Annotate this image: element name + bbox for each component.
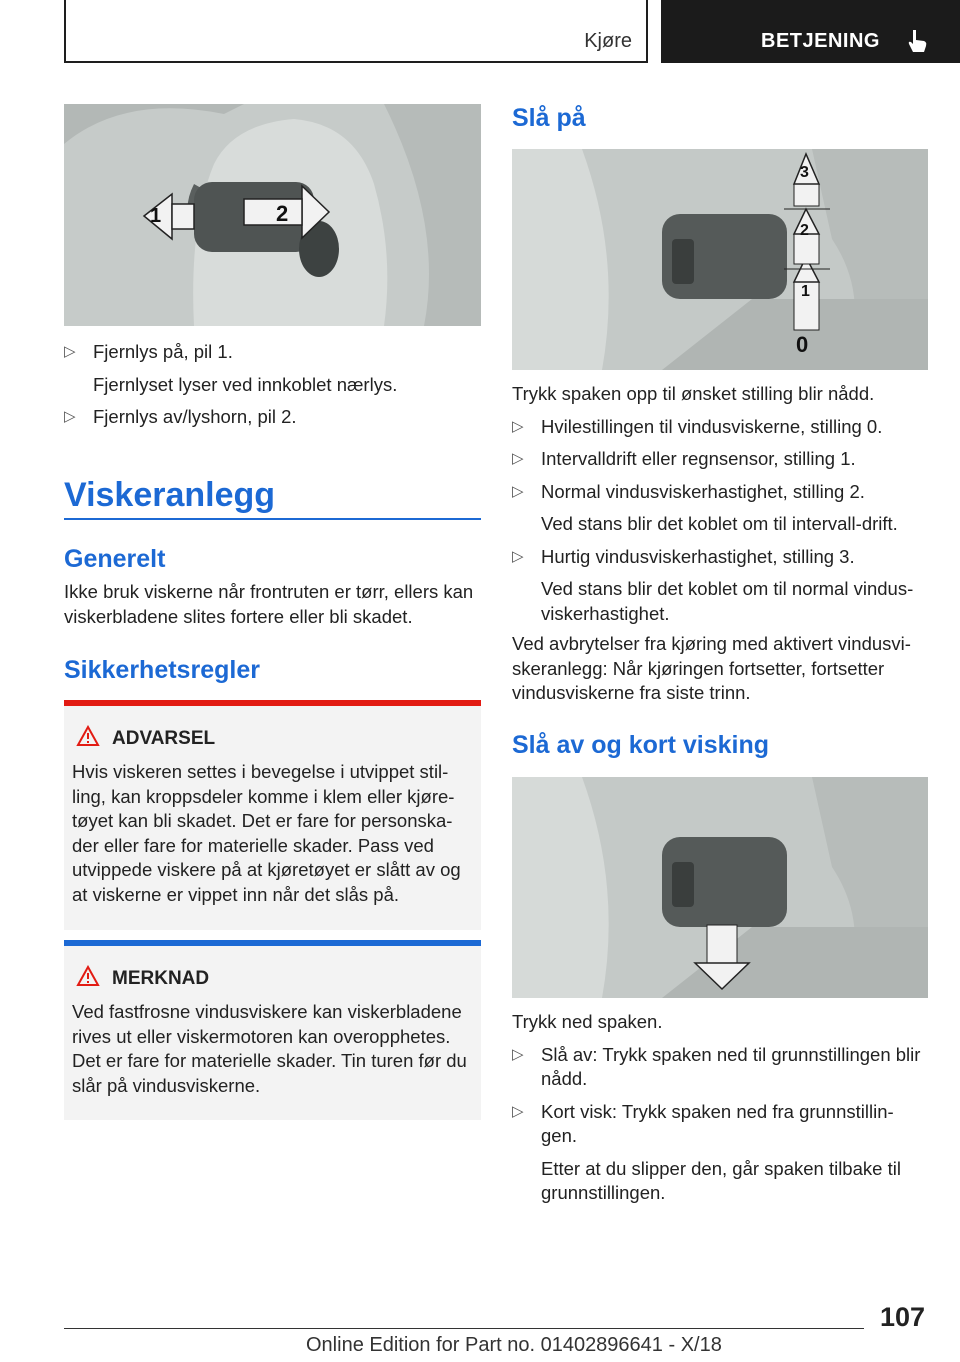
- figure-wiper-down: [512, 777, 928, 998]
- heading-sla-av: Slå av og kort visking: [512, 731, 770, 759]
- sla-pa-outro: Ved avbrytelser fra kjøring med aktivert vindusvi-skeranlegg: Når kjøringen fortsetter, fortsetter vindusviskerne fra siste trinn.: [512, 633, 911, 703]
- fig2-label-3: 3: [800, 164, 809, 181]
- list-item: ▷ Hvilestillingen til vindusviskerne, stilling 0.: [512, 415, 928, 440]
- list-item-sub: Ved stans blir det koblet om til intervall-drift.: [541, 513, 898, 534]
- list-item-sub: Etter at du slipper den, går spaken tilbake til grunnstillingen.: [541, 1157, 901, 1203]
- list-item: ▷ Fjernlys på, pil 1.: [64, 340, 481, 365]
- bullet-triangle-icon: ▷: [512, 1045, 524, 1063]
- note-box: [64, 940, 481, 1120]
- list-item-sub: Fjernlyset lyser ved innkoblet nærlys.: [93, 373, 398, 395]
- heading-sikkerhetsregler: Sikkerhetsregler: [64, 656, 260, 684]
- header-chapter-box: [64, 0, 648, 63]
- footer-rule: [64, 1328, 864, 1329]
- fig1-label-1: 1: [150, 205, 162, 227]
- bullet-triangle-icon: ▷: [512, 450, 524, 467]
- warning-triangle-icon: [76, 725, 100, 747]
- pointing-hand-icon: [904, 28, 930, 54]
- section-rule: [64, 518, 481, 520]
- sla-av-section: [512, 1010, 928, 1206]
- note-text: Ved fastfrosne vindusviskere kan viskerbladene rives ut eller viskermotoren kan overopphetes. Det er fare for materielle skader. Tin turen før du slår på vindusviskerne.: [72, 1001, 467, 1096]
- heading-sla-pa: Slå på: [512, 104, 586, 132]
- sla-av-intro: Trykk ned spaken.: [512, 1011, 663, 1032]
- warning-box: [64, 700, 481, 930]
- list-item: ▷ Kort visk: Trykk spaken ned fra grunnstillin-gen.: [512, 1100, 894, 1146]
- bullet-triangle-icon: ▷: [512, 417, 524, 435]
- section-title: Viskeranlegg: [64, 476, 276, 514]
- figure-wiper-positions: [512, 149, 928, 370]
- header-chapter: Kjøre: [584, 30, 632, 52]
- bullet-triangle-icon: ▷: [64, 343, 76, 360]
- note-title: MERKNAD: [112, 968, 210, 989]
- header-section-tab: [661, 0, 960, 63]
- bullet-triangle-icon: ▷: [512, 547, 524, 565]
- list-item: ▷ Intervalldrift eller regnsensor, stilling 1.: [512, 447, 928, 472]
- list-item: ▷ Hurtig vindusviskerhastighet, stilling 3.: [512, 545, 928, 570]
- fig2-label-2: 2: [800, 222, 809, 239]
- sla-pa-section: [512, 382, 928, 706]
- page-number: 107: [880, 1302, 926, 1332]
- fig1-label-2: 2: [276, 201, 289, 226]
- bullet-triangle-icon: ▷: [512, 1102, 524, 1120]
- warning-text: Hvis viskeren settes i bevegelse i utvippet stil-ling, kan kroppsdeler komme i klem eller kjøre-tøyet kan bli skadet. Det er fare for personska-der eller fare for materielle skader. Pass ved utvippede viskere på at kjøretøyet er slått av og at viskerne er vippet inn når det slås på.: [72, 761, 461, 905]
- heading-generelt: Generelt: [64, 545, 166, 573]
- list-item: ▷ Normal vindusviskerhastighet, stilling 2.: [512, 480, 928, 505]
- header-section: BETJENING: [761, 30, 880, 52]
- footer-edition: Online Edition for Part no. 01402896641 - X/18: [306, 1334, 722, 1356]
- warning-triangle-icon: [76, 965, 100, 987]
- bullet-triangle-icon: ▷: [64, 408, 76, 425]
- list-item: ▷ Slå av: Trykk spaken ned til grunnstillingen blir nådd.: [512, 1043, 921, 1089]
- fig2-label-0: 0: [796, 332, 809, 357]
- list-item-sub: Ved stans blir det koblet om til normal vindus-viskerhastighet.: [541, 578, 914, 624]
- bullet-triangle-icon: ▷: [512, 482, 524, 500]
- figure-high-beam-lever: [64, 104, 481, 326]
- generelt-text: Ikke bruk viskerne når frontruten er tørr, ellers kan viskerbladene slites fortere eller bli skadet.: [64, 581, 474, 627]
- high-beam-list: [64, 340, 481, 430]
- sla-pa-intro: Trykk spaken opp til ønsket stilling blir nådd.: [512, 383, 875, 404]
- fig2-label-1: 1: [801, 283, 810, 300]
- warning-title: ADVARSEL: [112, 728, 216, 749]
- list-item: ▷ Fjernlys av/lyshorn, pil 2.: [64, 405, 481, 430]
